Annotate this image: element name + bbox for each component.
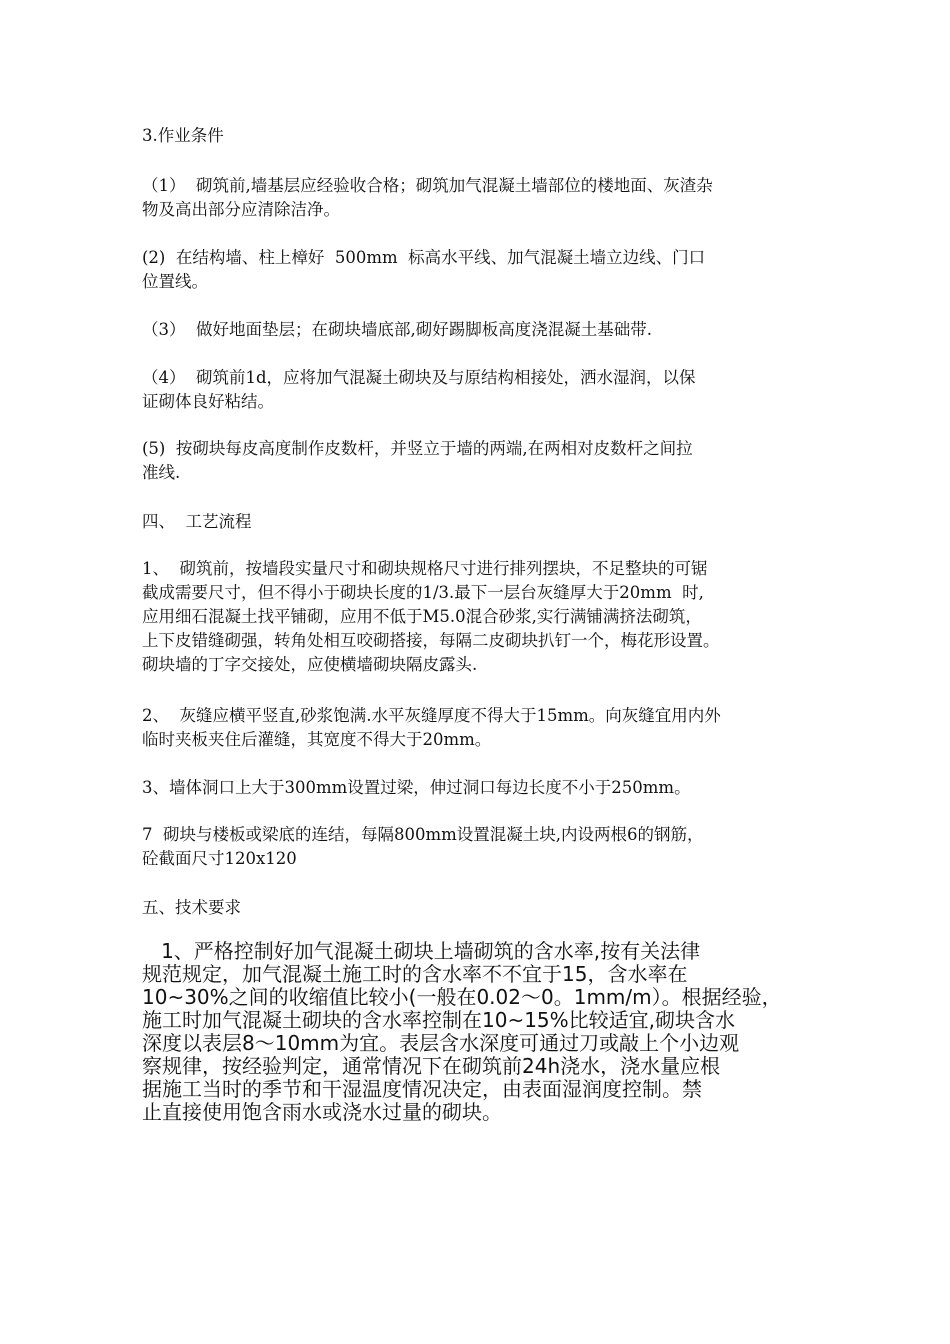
section-5-heading: 五、技术要求 [142, 898, 241, 917]
flow-step-1: 1、 砌筑前，按墙段实量尺寸和砌块规格尺寸进行排列摆块，不足整块的可锯 截成需要尺寸，但不得小于砌块长度的1/3.最下一层台灰缝厚大于20mm 时, 应用细石混凝土找平铺砌，应用不低于M5.0混合砂浆,实行满铺满挤法砌筑， 上下皮错缝砌强，转角处相互咬砌搭接，每隔二皮砌块扒钉一个，梅花形设置。 砌块墙的丁字交接处，应使横墙砌块隔皮露头. [142, 559, 720, 674]
section-4-heading: 四、 工艺流程 [142, 512, 252, 531]
condition-5: (5) 按砌块每皮高度制作皮数杆，并竖立于墙的两端,在两相对皮数杆之间拉 准线. [142, 439, 693, 482]
condition-3: （3） 做好地面垫层；在砌块墙底部,砌好踢脚板高度浇混凝土基础带. [142, 320, 652, 339]
flow-step-2: 2、 灰缝应横平竖直,砂浆饱满.水平灰缝厚度不得大于15mm。向灰缝宜用内外 临时夹板夹住后灌缝，其宽度不得大于20mm。 [142, 706, 721, 749]
condition-4: （4） 砌筑前1d，应将加气混凝土砌块及与原结构相接处，洒水湿润，以保 证砌体良好粘结。 [142, 368, 696, 411]
section-3-heading: 3.作业条件 [142, 126, 224, 145]
condition-2: (2) 在结构墙、柱上樟好 500mm 标高水平线、加气混凝土墙立边线、门口 位置线。 [142, 248, 706, 291]
flow-step-3: 3、墙体洞口上大于300mm设置过梁，伸过洞口每边长度不小于250mm。 [142, 778, 691, 797]
condition-1: （1） 砌筑前,墙基层应经验收合格；砌筑加气混凝土墙部位的楼地面、灰渣杂 物及高出部分应清除洁净。 [142, 176, 713, 219]
tech-requirement-1: 1、严格控制好加气混凝土砌块上墙砌筑的含水率,按有关法律 规范规定，加气混凝土施工时的含水率不不宜于15，含水率在 10~30%之间的收缩值比较小(一般在0.02～0。1mm/m）。根据经验， 施工时加气混凝土砌块的含水率控制在10~15%比较适宜,砌块含水 深度以表层8～10mm为宜。表层含水深度可通过刀或敲上个小边观 察规律，按经验判定，通常情况下在砌筑前24h浇水，浇水量应根 据施工当时的季节和干湿温度情况决定，由表面湿润度控制。禁 止直接使用饱含雨水或浇水过量的砌块。 [142, 939, 782, 1124]
flow-step-7: 7 砌块与楼板或梁底的连结，每隔800mm设置混凝土块,内设两根6的钢筋， 砼截面尺寸120x120 [142, 825, 704, 868]
